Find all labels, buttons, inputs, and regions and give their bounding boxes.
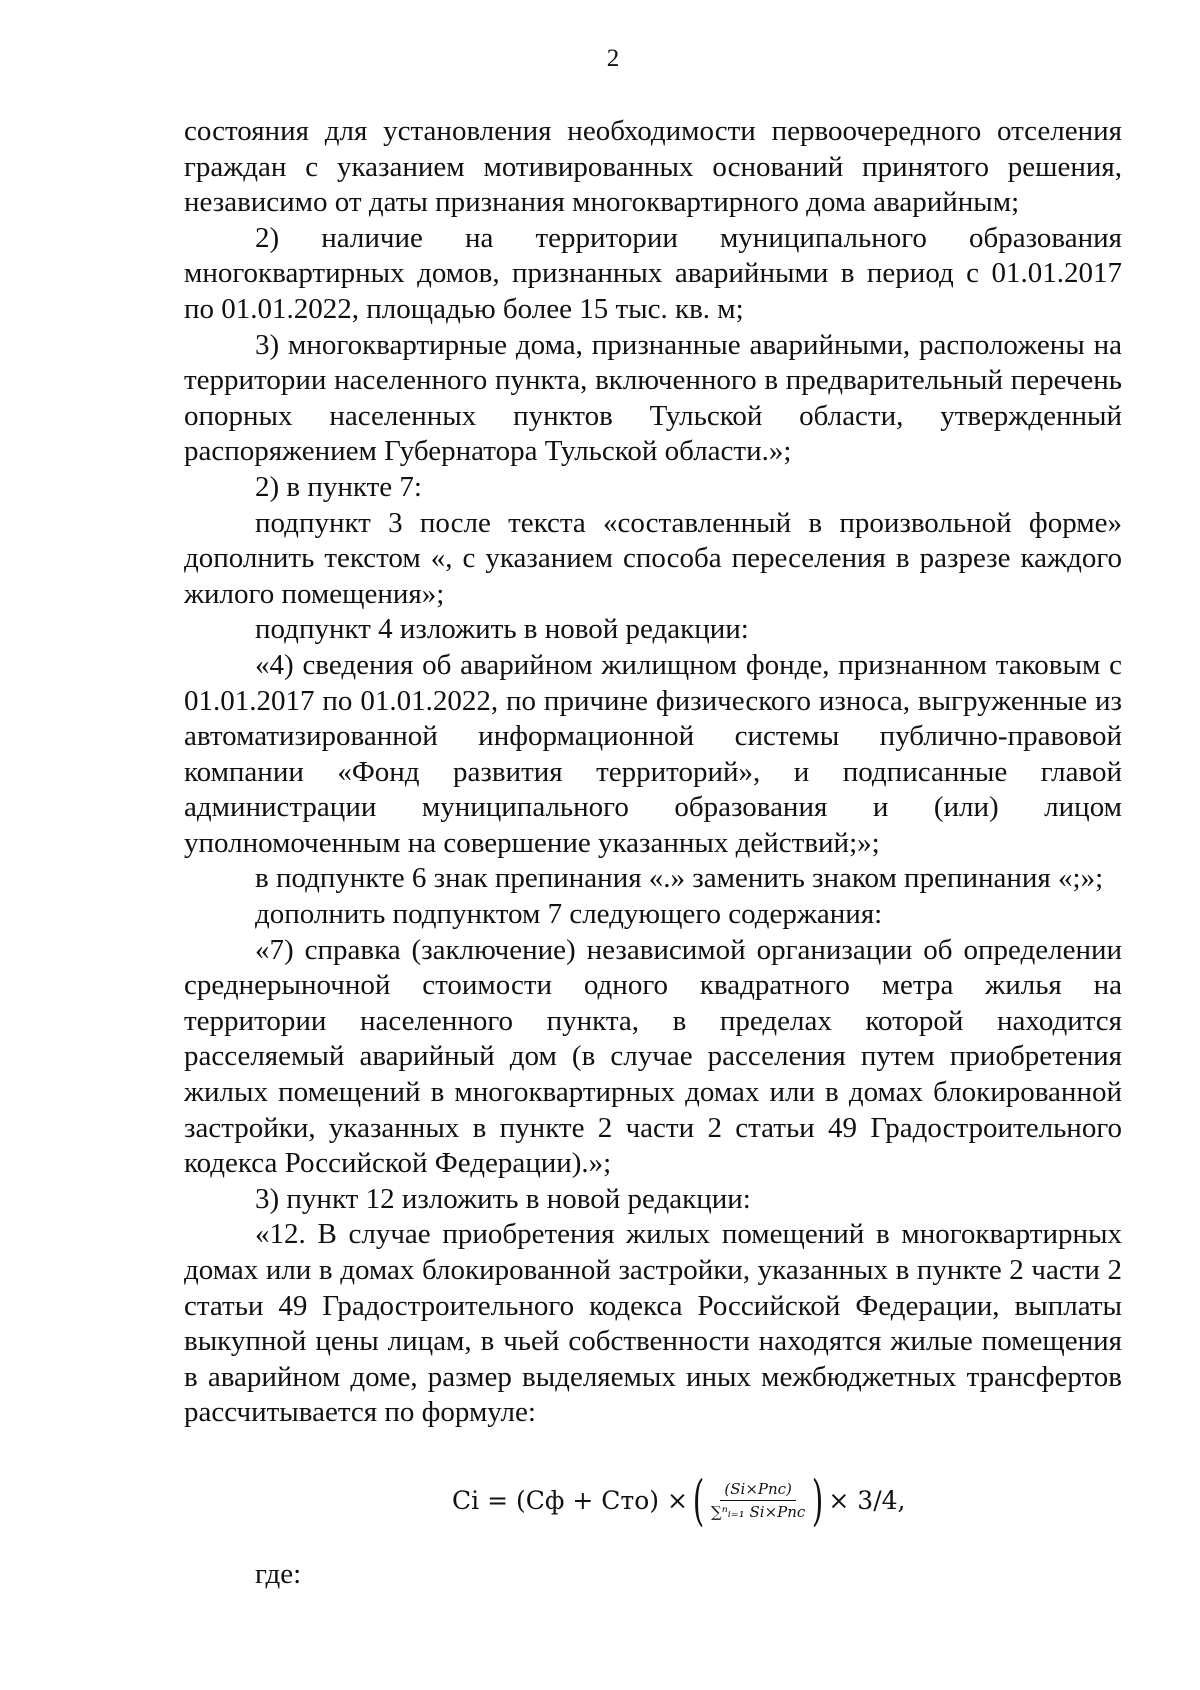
- paragraph: 3) многоквартирные дома, признанные аварийными, расположены на территории населенного пункта, включенного в предварительный перечень опорных населенных пунктов Тульской области, утвержденный распоряжением Губернатора Тульской области.»;: [184, 328, 1122, 468]
- formula-fraction: [711, 1480, 805, 1521]
- document-body: [184, 114, 1122, 1431]
- paragraph: «12. В случае приобретения жилых помещений в многоквартирных домах или в домах блокированной застройки, указанных в пункте 2 части 2 статьи 49 Градостроительного кодекса Российской Федерации, выплаты выкупной цены лицам, в чьей собственности находятся жилые помещения в аварийном доме, размер выделяемых иных межбюджетных трансфертов рассчитывается по формуле:: [184, 1218, 1122, 1429]
- where-label: где:: [255, 1557, 302, 1590]
- formula: [452, 1465, 1122, 1537]
- formula-rhs: × 3/4,: [828, 1486, 906, 1516]
- paragraph: 2) наличие на территории муниципального образования многоквартирных домов, признанных аварийными в период с 01.01.2017 по 01.01.2022, площадью более 15 тыс. кв. м;: [184, 221, 1122, 325]
- page-number: 2: [606, 45, 620, 72]
- formula-numerator: (Si×Рпс): [720, 1480, 796, 1501]
- paragraph: подпункт 3 после текста «составленный в произвольной форме» дополнить текстом «, с указанием способа переселения в разрезе каждого жилого помещения»;: [184, 506, 1122, 610]
- formula-lhs: Сi = (Сф + Сто) ×: [452, 1486, 688, 1516]
- paragraph: в подпункте 6 знак препинания «.» заменить знаком препинания «;»;: [255, 862, 1104, 895]
- paragraph: 2) в пункте 7:: [255, 470, 422, 503]
- paragraph: подпункт 4 изложить в новой редакции:: [255, 613, 749, 646]
- paragraph: 3) пункт 12 изложить в новой редакции:: [255, 1182, 751, 1215]
- paragraph: дополнить подпунктом 7 следующего содержания:: [255, 898, 883, 931]
- paragraph: состояния для установления необходимости первоочередного отселения граждан с указанием мотивированных оснований принятого решения, независимо от даты признания многоквартирного дома аварийным;: [184, 115, 1122, 219]
- right-paren-glyph: ): [812, 1468, 824, 1532]
- paragraph: «7) справка (заключение) независимой организации об определении среднерыночной стоимости одного квадратного метра жилья на территории населенного пункта, в пределах которой находится расселяемый аварийный дом (в случае расселения путем приобретения жилых помещений в многоквартирных домах или в домах блокированной застройки, указанных в пункте 2 части 2 статьи 49 Градостроительного кодекса Российской Федерации).»;: [184, 933, 1122, 1180]
- paragraph: «4) сведения об аварийном жилищном фонде, признанном таковым с 01.01.2017 по 01.01.2022, по причине физического износа, выгруженные из автоматизированной информационной системы публично-правовой компании «Фонд развития территорий», и подписанные главой администрации муниципального образования и (или) лицом уполномоченным на совершение указанных действий;»;: [184, 648, 1122, 859]
- formula-denominator: ∑ⁿᵢ₌₁ Si×Рпс: [711, 1503, 806, 1522]
- left-paren-glyph: (: [692, 1468, 705, 1532]
